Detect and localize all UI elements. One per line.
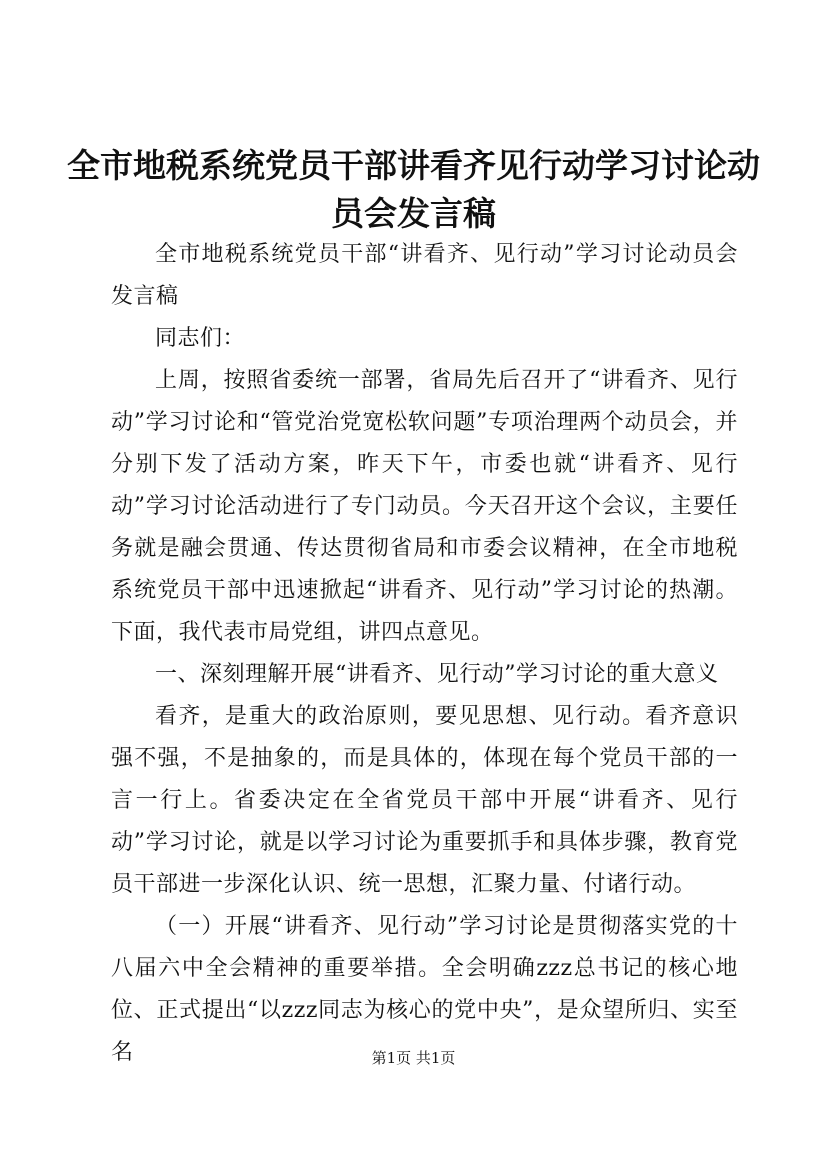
body-paragraph: 看齐，是重大的政治原则，要见思想、见行动。看齐意识强不强，不是抽象的，而是具体的，体现在每个党员干部的一言一行上。省委决定在全省党员干部中开展“讲看齐、见行动”学习讨论，就是以学习讨论为重要抓手和具体步骤，教育党员干部进一步深化认识、统一思想，汇聚力量、付诸行动。 xyxy=(111,704,738,897)
document-body xyxy=(111,234,738,1074)
intro-paragraph: 上周，按照省委统一部署，省局先后召开了“讲看齐、见行动”学习讨论和“管党治党宽松软问题”专项治理两个动员会，并分别下发了活动方案，昨天下午，市委也就“讲看齐、见行动”学习讨论活动进行了专门动员。今天召开这个会议，主要任务就是融会贯通、传达贯彻省局和市委会议精神，在全市地税系统党员干部中迅速掀起“讲看齐、见行动”学习讨论的热潮。下面，我代表市局党组，讲四点意见。 xyxy=(111,368,738,645)
subtitle-paragraph: 全市地税系统党员干部“讲看齐、见行动”学习讨论动员会发言稿 xyxy=(111,242,738,309)
document-title: 全市地税系统党员干部讲看齐见行动学习讨论动员会发言稿 xyxy=(67,146,760,233)
page-number-footer: 第1页 共1页 xyxy=(371,1049,456,1067)
section-heading: 一、深刻理解开展“讲看齐、见行动”学习讨论的重大意义 xyxy=(155,662,719,687)
salutation-paragraph: 同志们： xyxy=(155,326,246,351)
subsection-paragraph: （一）开展“讲看齐、见行动”学习讨论是贯彻落实党的十八届六中全会精神的重要举措。全会明确zzz总书记的核心地位、正式提出“以zzz同志为核心的党中央”，是众望所归、实至名 xyxy=(111,914,738,1065)
